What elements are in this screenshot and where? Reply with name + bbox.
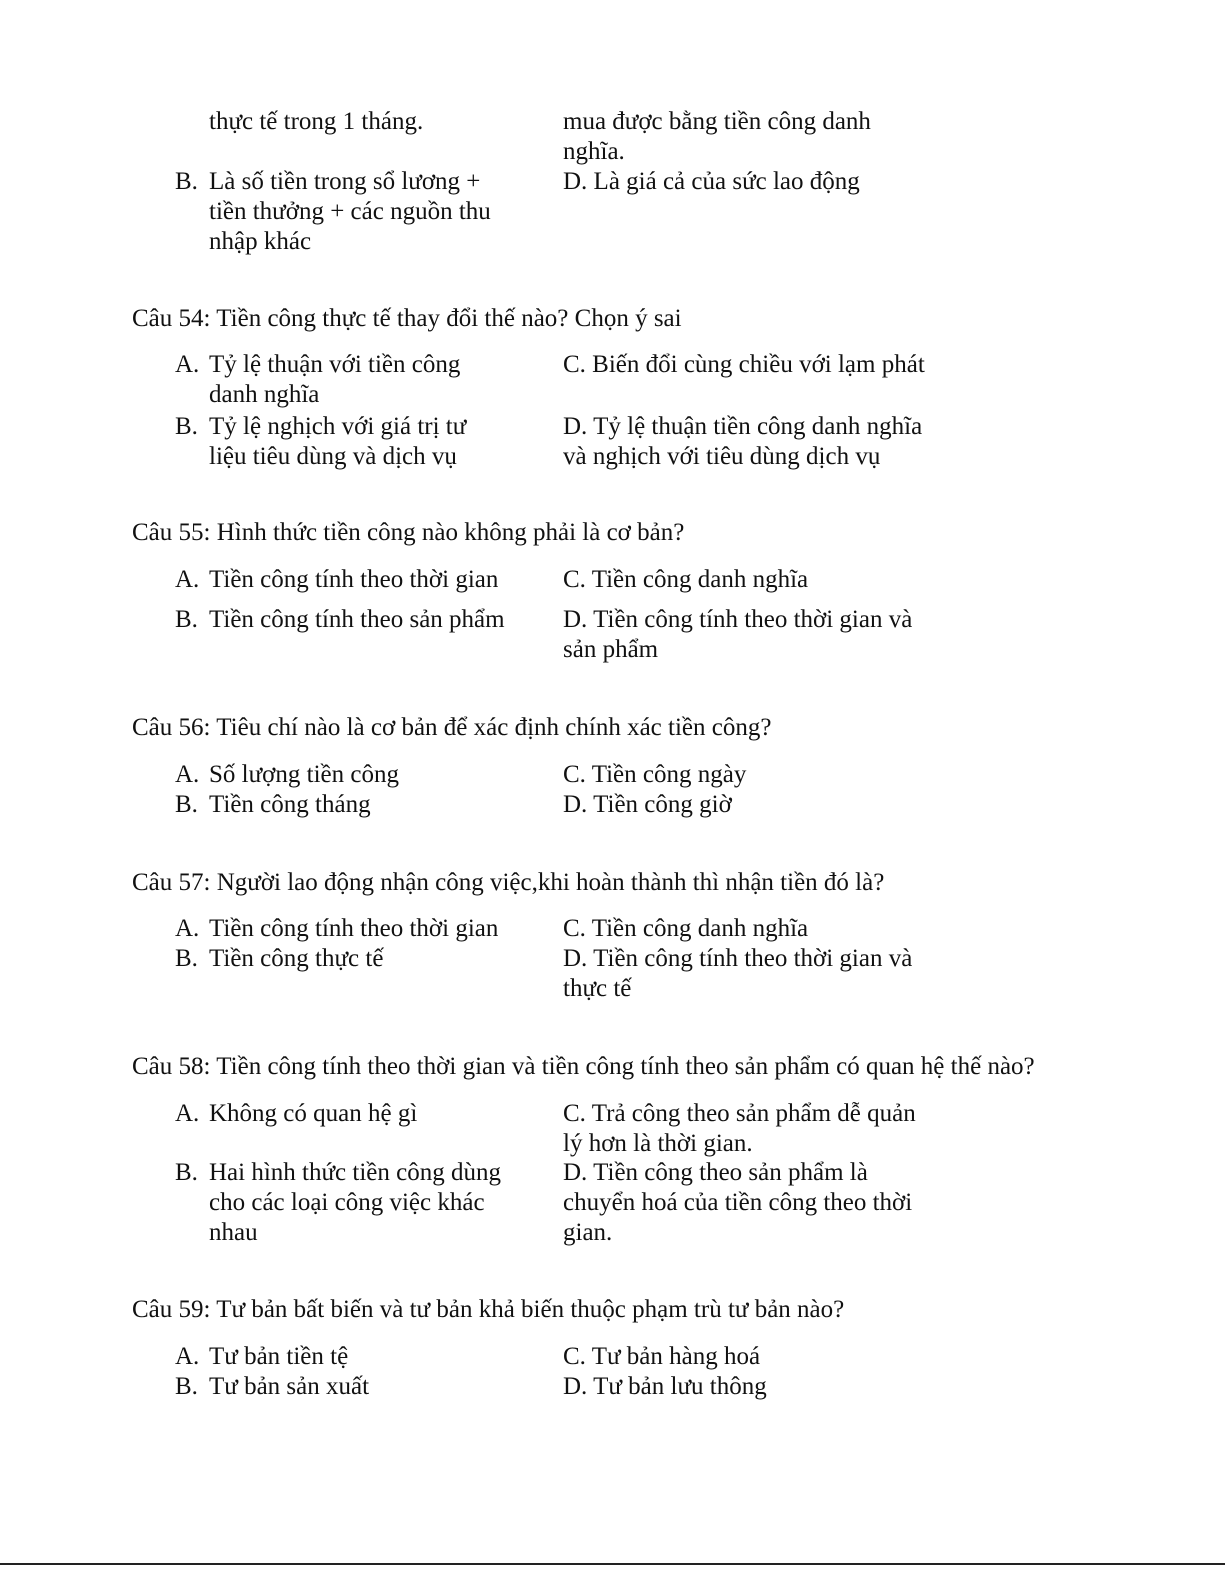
option-c-line: lý hơn là thời gian. [563, 1130, 753, 1157]
option-b-line: Tiền công tháng [209, 791, 371, 818]
option-c-line: C. Biến đổi cùng chiều với lạm phát [563, 351, 925, 378]
option-b-letter: B. [175, 1159, 198, 1186]
option-a-letter: A. [175, 1100, 200, 1127]
option-a-line: Không có quan hệ gì [209, 1100, 418, 1127]
option-d-line: chuyển hoá của tiền công theo thời [563, 1189, 913, 1216]
option-c-line: C. Trả công theo sản phẩm dễ quản [563, 1100, 916, 1127]
option-d-line: D. Tỷ lệ thuận tiền công danh nghĩa [563, 413, 923, 440]
question-title: Câu 54: Tiền công thực tế thay đổi thế nào? Chọn ý sai [132, 305, 682, 332]
page-bottom-rule [0, 1563, 1225, 1565]
option-a-letter: A. [175, 761, 200, 788]
option-c-line: C. Tiền công danh nghĩa [563, 566, 809, 593]
question-title: Câu 55: Hình thức tiền công nào không phải là cơ bản? [132, 519, 685, 546]
option-a-letter: A. [175, 1343, 200, 1370]
option-d-line: D. Tư bản lưu thông [563, 1373, 767, 1400]
option-a-letter: A. [175, 915, 200, 942]
option-a-line: Tư bản tiền tệ [209, 1343, 349, 1370]
question-title: Câu 57: Người lao động nhận công việc,khi hoàn thành thì nhận tiền đó là? [132, 869, 885, 896]
continuation-option-a-line: thực tế trong 1 tháng. [209, 108, 424, 135]
option-b-letter: B. [175, 606, 198, 633]
option-b-line: Tỷ lệ nghịch với giá trị tư [209, 413, 467, 440]
option-b-letter: B. [175, 413, 198, 440]
option-d-line: D. Tiền công theo sản phẩm là [563, 1159, 868, 1186]
option-d-line: D. Tiền công tính theo thời gian và [563, 606, 913, 633]
option-b-line: Tiền công tính theo sản phẩm [209, 606, 505, 633]
option-d-line: D. Tiền công giờ [563, 791, 732, 818]
option-a-line: Số lượng tiền công [209, 761, 399, 788]
option-a-line: Tỷ lệ thuận với tiền công [209, 351, 461, 378]
continuation-option-b-line: Là số tiền trong sổ lương + [209, 168, 481, 195]
question-title: Câu 58: Tiền công tính theo thời gian và tiền công tính theo sản phẩm có quan hệ thế nào? [132, 1053, 1035, 1080]
continuation-option-b-line: tiền thưởng + các nguồn thu [209, 198, 491, 225]
option-d-line: và nghịch với tiêu dùng dịch vụ [563, 443, 881, 470]
option-a-line: Tiền công tính theo thời gian [209, 566, 499, 593]
option-d-line: thực tế [563, 975, 632, 1002]
continuation-option-d-line: D. Là giá cả của sức lao động [563, 168, 860, 195]
question-title: Câu 59: Tư bản bất biến và tư bản khả biến thuộc phạm trù tư bản nào? [132, 1296, 845, 1323]
continuation-option-c-line: nghĩa. [563, 138, 625, 165]
option-b-line: Hai hình thức tiền công dùng [209, 1159, 501, 1186]
option-b-line: Tiền công thực tế [209, 945, 384, 972]
option-b-letter: B. [175, 1373, 198, 1400]
continuation-option-b-letter: B. [175, 168, 198, 195]
option-d-line: sản phẩm [563, 636, 659, 663]
option-c-line: C. Tiền công ngày [563, 761, 747, 788]
option-a-letter: A. [175, 566, 200, 593]
option-a-line: Tiền công tính theo thời gian [209, 915, 499, 942]
option-b-line: liệu tiêu dùng và dịch vụ [209, 443, 457, 470]
option-d-line: gian. [563, 1219, 613, 1246]
option-b-line: cho các loại công việc khác [209, 1189, 485, 1216]
option-a-letter: A. [175, 351, 200, 378]
continuation-option-b-line: nhập khác [209, 228, 312, 255]
option-b-line: Tư bản sản xuất [209, 1373, 370, 1400]
option-c-line: C. Tư bản hàng hoá [563, 1343, 761, 1370]
continuation-option-c-line: mua được bằng tiền công danh [563, 108, 871, 135]
option-c-line: C. Tiền công danh nghĩa [563, 915, 809, 942]
option-b-letter: B. [175, 945, 198, 972]
option-a-line: danh nghĩa [209, 381, 320, 408]
option-d-line: D. Tiền công tính theo thời gian và [563, 945, 913, 972]
option-b-letter: B. [175, 791, 198, 818]
question-title: Câu 56: Tiêu chí nào là cơ bản để xác định chính xác tiền công? [132, 714, 772, 741]
option-b-line: nhau [209, 1219, 258, 1246]
